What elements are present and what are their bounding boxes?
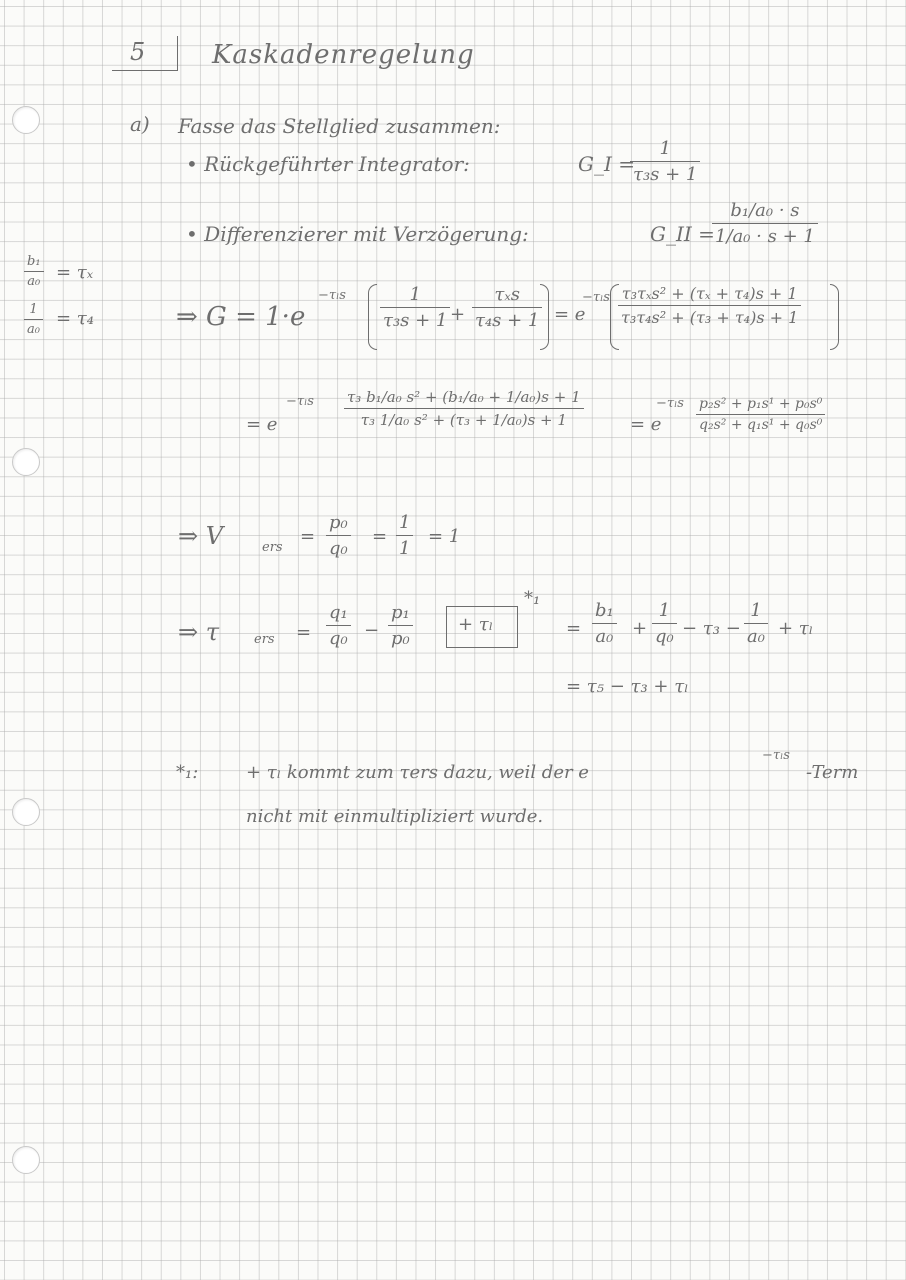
fraction-bar	[630, 161, 700, 162]
fraction-numerator: 1	[399, 512, 411, 533]
paren-right	[540, 284, 549, 350]
fraction-denominator: τ₃s + 1	[383, 310, 448, 331]
fraction-numerator: b₁	[595, 600, 614, 621]
eq-t-fraction-q	[326, 602, 351, 649]
margin-fraction	[24, 254, 44, 289]
footnote-exponent: −τₗs	[762, 748, 790, 763]
fraction-numerator: b₁/a₀ · s	[730, 200, 800, 221]
symbol-gi: G_I =	[578, 152, 635, 176]
fraction-bar	[326, 625, 351, 626]
fraction-denominator: a₀	[595, 626, 614, 647]
fraction-numerator: q₁	[329, 602, 348, 623]
fraction-bar	[24, 319, 43, 320]
fraction-denominator: a₀	[27, 322, 40, 337]
eq-t-fraction-b	[592, 600, 617, 647]
margin-fraction	[24, 302, 43, 337]
eq-g-plus: +	[450, 304, 466, 325]
eq-t-subscript: ers	[254, 632, 275, 647]
eq-g-exponent: −τₗs	[318, 288, 346, 303]
fraction-bar	[592, 623, 617, 624]
eq-t-equals: =	[296, 622, 312, 643]
fraction-bar	[396, 535, 413, 536]
fraction-bar	[712, 223, 818, 224]
fraction-denominator: q₀	[329, 538, 348, 559]
fraction-numerator: p₀	[329, 512, 348, 533]
fraction-numerator: 1	[409, 284, 421, 305]
fraction-denominator: τ₃τ₄s² + (τ₃ + τ₄)s + 1	[621, 308, 799, 327]
eq-v-subscript: ers	[262, 540, 283, 555]
instruction: Fasse das Stellglied zusammen:	[178, 114, 501, 138]
eq-g-fraction-2	[472, 284, 542, 331]
fraction-bar	[24, 271, 44, 272]
fraction-denominator: τ₃ 1/a₀ s² + (τ₃ + 1/a₀)s + 1	[360, 411, 567, 429]
fraction-gi	[630, 138, 700, 185]
fraction-bar	[472, 307, 542, 308]
fraction-numerator: 1	[29, 302, 38, 317]
footnote-line-1-end: -Term	[806, 762, 859, 783]
punch-hole	[12, 106, 40, 134]
eq-t-fraction-1-q	[652, 600, 677, 647]
margin-note-tx: = τₓ	[56, 262, 94, 283]
bullet-differentiator: • Differenzierer mit Verzögerung:	[186, 222, 529, 246]
eq-g2-exponent: −τₗs	[286, 394, 314, 409]
fraction-bar	[326, 535, 351, 536]
fraction-bar	[388, 625, 413, 626]
eq-t-fraction-1-a	[744, 600, 768, 647]
eq-t-middle: − τ₃ −	[682, 618, 741, 639]
eq-t-equals-2: =	[566, 618, 582, 639]
fraction-numerator: 1	[750, 600, 762, 621]
eq-t-minus: −	[364, 620, 380, 641]
eq-g2-equals-e: = e	[630, 414, 662, 435]
eq-t-bracket-term: + τₗ	[458, 614, 494, 635]
fraction-numerator: τ₃ b₁/a₀ s² + (b₁/a₀ + 1/a₀)s + 1	[347, 388, 581, 406]
eq-v-equals-2: =	[372, 526, 388, 547]
fraction-denominator: a₀	[747, 626, 765, 647]
part-label: a)	[130, 112, 150, 136]
fraction-bar	[618, 305, 801, 306]
fraction-denominator: τ₄s + 1	[475, 310, 540, 331]
eq-t-tail: + τₗ	[778, 618, 814, 639]
punch-hole	[12, 448, 40, 476]
fraction-denominator: q₀	[655, 626, 674, 647]
eq-v-equals: =	[300, 526, 316, 547]
eq-g2-fraction-2	[696, 396, 825, 433]
eq-g2-fraction-1	[344, 388, 584, 429]
fraction-denominator: a₀	[27, 274, 41, 289]
margin-note-t4: = τ₄	[56, 308, 94, 329]
fraction-numerator: b₁	[27, 254, 41, 269]
paren-right	[830, 284, 839, 350]
fraction-denominator: q₀	[329, 628, 348, 649]
eq-g-exponent-2: −τₗs	[582, 290, 610, 305]
fraction-gii	[712, 200, 818, 247]
fraction-numerator: 1	[658, 600, 671, 621]
eq-g-equals-e: = e	[554, 304, 586, 325]
fraction-denominator: τ₃s + 1	[633, 164, 698, 185]
fraction-numerator: 1	[659, 138, 671, 159]
eq-g-fraction-1	[380, 284, 450, 331]
fraction-bar	[652, 623, 677, 624]
eq-g-fraction-3	[618, 284, 801, 327]
fraction-bar	[696, 414, 825, 415]
fraction-numerator: p₂s² + p₁s¹ + p₀s⁰	[699, 396, 823, 412]
punch-hole	[12, 1146, 40, 1174]
fraction-bar	[344, 408, 584, 409]
paren-left	[368, 284, 377, 350]
eq-g2-lead: = e	[246, 414, 278, 435]
eq-t-fraction-p	[388, 602, 413, 649]
fraction-denominator: q₂s² + q₁s¹ + q₀s⁰	[699, 417, 823, 433]
fraction-bar	[380, 307, 450, 308]
eq-v-fraction-1	[326, 512, 351, 559]
eq-t-plus: +	[632, 618, 648, 639]
eq-v-lead: ⇒ V	[178, 522, 224, 550]
heading-number: 5	[130, 38, 146, 66]
fraction-bar	[744, 623, 768, 624]
footnote-line-1: + τₗ kommt zum τers dazu, weil der e	[246, 762, 589, 783]
footnote-label: *₁:	[176, 762, 199, 783]
punch-hole	[12, 798, 40, 826]
symbol-gii: G_II =	[650, 222, 715, 246]
page-title: Kaskadenregelung	[212, 40, 475, 70]
eq-g2-exponent-2: −τₗs	[656, 396, 684, 411]
fraction-numerator: τ₃τₓs² + (τₓ + τ₄)s + 1	[621, 284, 798, 303]
fraction-denominator: 1	[399, 538, 411, 559]
eq-t-result: = τ₅ − τ₃ + τₗ	[566, 676, 689, 697]
fraction-denominator: p₀	[391, 628, 410, 649]
eq-t-lead: ⇒ τ	[178, 618, 220, 646]
fraction-denominator: 1/a₀ · s + 1	[715, 226, 815, 247]
eq-v-fraction-2	[396, 512, 413, 559]
bullet-integrator: • Rückgeführter Integrator:	[186, 152, 470, 176]
fraction-numerator: τₓs	[494, 284, 520, 305]
eq-g-lead: ⇒ G = 1·e	[176, 302, 306, 332]
fraction-numerator: p₁	[391, 602, 410, 623]
footnote-marker: *₁	[524, 588, 541, 609]
footnote-line-2: nicht mit einmultipliziert wurde.	[246, 806, 544, 827]
eq-v-result: = 1	[428, 526, 461, 547]
